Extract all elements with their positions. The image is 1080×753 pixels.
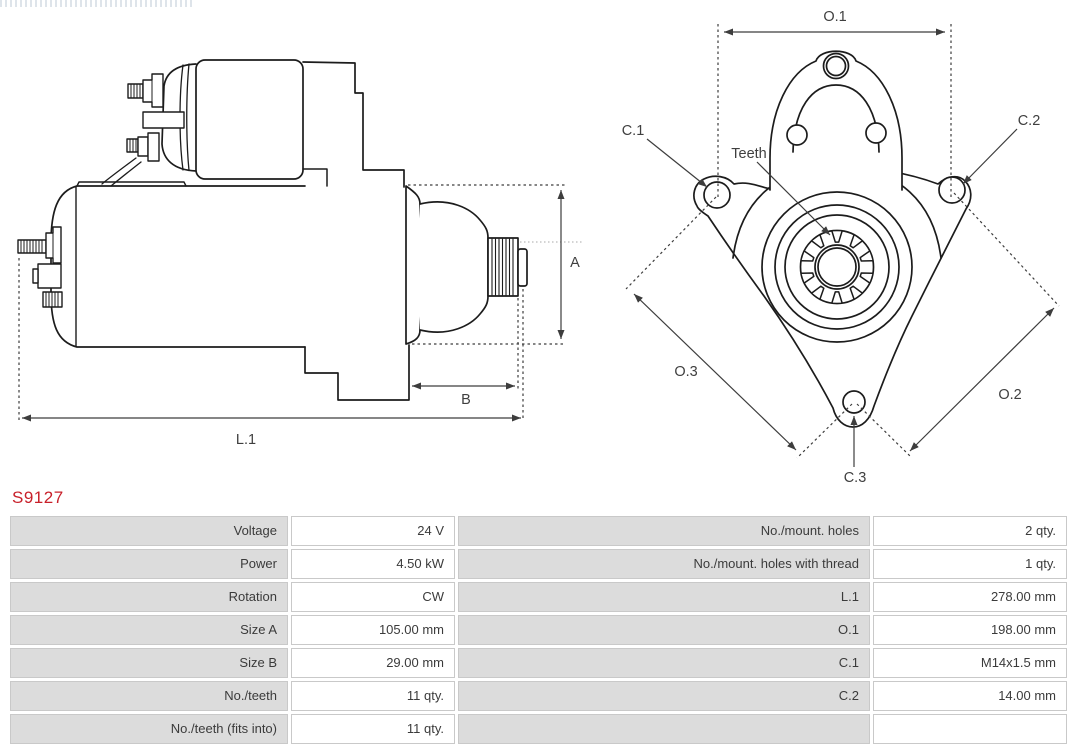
dim-label-teeth: Teeth bbox=[731, 146, 767, 162]
spec-value-cell: 105.00 mm bbox=[291, 615, 455, 645]
part-number: S9127 bbox=[12, 488, 64, 507]
leader-c1 bbox=[647, 139, 707, 187]
spec-value-cell: 4.50 kW bbox=[291, 549, 455, 579]
side-view-drawing bbox=[18, 60, 527, 400]
spec-label-cell: No./teeth (fits into) bbox=[10, 714, 288, 744]
spec-value-cell: M14x1.5 mm bbox=[873, 648, 1067, 678]
dim-line-o2 bbox=[910, 308, 1054, 451]
spec-value-cell: 24 V bbox=[291, 516, 455, 546]
dim-label-l1: L.1 bbox=[235, 432, 257, 448]
spec-label-cell: C.2 bbox=[458, 681, 870, 711]
spec-value-cell: 1 qty. bbox=[873, 549, 1067, 579]
spec-value-cell bbox=[873, 714, 1067, 744]
spec-value-cell: CW bbox=[291, 582, 455, 612]
drive-end-bell bbox=[406, 186, 488, 344]
hole-c1 bbox=[704, 182, 730, 208]
spec-label-cell: L.1 bbox=[458, 582, 870, 612]
top-arch bbox=[770, 51, 902, 190]
front-view-drawing bbox=[694, 51, 971, 427]
spec-value-cell: 14.00 mm bbox=[873, 681, 1067, 711]
dim-label-b: B bbox=[461, 392, 471, 408]
dim-line-o3 bbox=[634, 294, 796, 450]
spec-label-cell: Rotation bbox=[10, 582, 288, 612]
arch-bolt-right bbox=[866, 123, 886, 143]
spec-label-cell: No./teeth bbox=[10, 681, 288, 711]
spec-label-cell: Voltage bbox=[10, 516, 288, 546]
spec-table bbox=[10, 516, 1067, 744]
hole-c2 bbox=[939, 177, 965, 203]
hole-c3 bbox=[843, 391, 865, 413]
motor-body bbox=[51, 182, 305, 347]
spec-value-cell: 11 qty. bbox=[291, 681, 455, 711]
spec-label-cell: No./mount. holes with thread bbox=[458, 549, 870, 579]
dim-label-c2: C.2 bbox=[1017, 113, 1041, 129]
dim-label-a: A bbox=[570, 255, 580, 271]
dim-label-c3: C.3 bbox=[843, 470, 867, 486]
spec-label-cell: Size A bbox=[10, 615, 288, 645]
pinion-gear bbox=[488, 238, 527, 296]
spec-label-cell bbox=[458, 714, 870, 744]
spec-value-cell: 29.00 mm bbox=[291, 648, 455, 678]
mounting-foot bbox=[305, 345, 409, 400]
spec-label-cell: Size B bbox=[10, 648, 288, 678]
spec-label-cell: No./mount. holes bbox=[458, 516, 870, 546]
leader-c2 bbox=[963, 129, 1017, 184]
spec-label-cell: C.1 bbox=[458, 648, 870, 678]
dim-label-o3: O.3 bbox=[674, 364, 698, 380]
arch-bolt-left bbox=[787, 125, 807, 145]
dim-label-c1: C.1 bbox=[621, 123, 645, 139]
center-spline bbox=[762, 192, 912, 342]
spec-label-cell: O.1 bbox=[458, 615, 870, 645]
rear-terminal-studs bbox=[18, 227, 62, 307]
spec-value-cell: 278.00 mm bbox=[873, 582, 1067, 612]
solenoid bbox=[162, 60, 327, 186]
spec-label-cell: Power bbox=[10, 549, 288, 579]
dim-label-o1: O.1 bbox=[823, 9, 847, 25]
dim-label-o2: O.2 bbox=[998, 387, 1022, 403]
spec-value-cell: 198.00 mm bbox=[873, 615, 1067, 645]
spec-value-cell: 11 qty. bbox=[291, 714, 455, 744]
spec-value-cell: 2 qty. bbox=[873, 516, 1067, 546]
